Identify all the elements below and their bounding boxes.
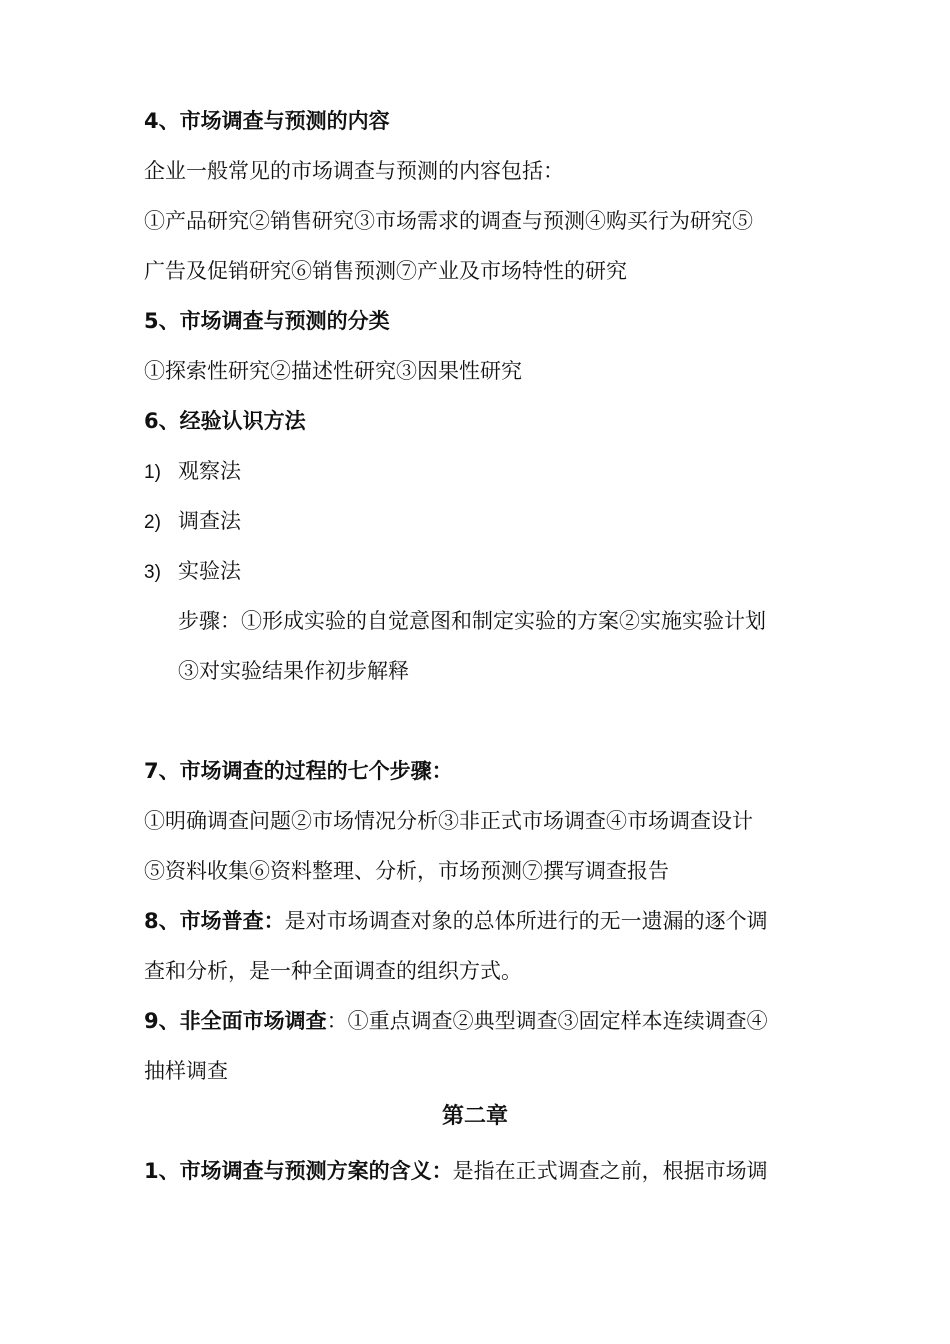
- section-8-line-1: [144, 906, 768, 936]
- section-9-list: ：①重点调查②典型调查③固定样本连续调查④: [326, 1009, 768, 1033]
- experiment-steps-line-1: 步骤：①形成实验的自觉意图和制定实验的方案②实施实验计划: [178, 609, 766, 633]
- section-5-heading: 5、市场调查与预测的分类: [144, 309, 390, 333]
- chapter-2-section-1-term: 1、市场调查与预测方案的含义：: [144, 1159, 453, 1183]
- list-item: [144, 456, 241, 488]
- section-5-line-1: ①探索性研究②描述性研究③因果性研究: [144, 359, 522, 383]
- section-8-line-2: 查和分析，是一种全面调查的组织方式。: [144, 959, 522, 983]
- section-9-line-1: [144, 1006, 768, 1036]
- chapter-2-section-1-definition: 是指在正式调查之前，根据市场调: [452, 1159, 768, 1183]
- list-item-number: 1): [144, 462, 161, 483]
- section-6-heading: 6、经验认识方法: [144, 409, 306, 433]
- list-item-text: 实验法: [178, 559, 241, 583]
- section-7-heading: 7、市场调查的过程的七个步骤：: [144, 759, 453, 783]
- section-8-term: 8、市场普查：: [144, 909, 285, 933]
- section-9-term: 9、非全面市场调查: [144, 1009, 327, 1033]
- list-item: [144, 506, 241, 538]
- experiment-steps-line-2: ③对实验结果作初步解释: [178, 659, 409, 683]
- list-item-text: 调查法: [178, 509, 241, 533]
- section-4-heading: 4、市场调查与预测的内容: [144, 109, 390, 133]
- section-7-line-2: ⑤资料收集⑥资料整理、分析，市场预测⑦撰写调查报告: [144, 859, 669, 883]
- chapter-title: 第二章: [441, 1104, 508, 1129]
- list-item-number: 3): [144, 562, 161, 583]
- chapter-2-section-1-line-1: [144, 1156, 768, 1186]
- section-4-intro: 企业一般常见的市场调查与预测的内容包括：: [144, 159, 564, 183]
- list-item-text: 观察法: [178, 459, 241, 483]
- section-9-line-2: 抽样调查: [144, 1059, 228, 1083]
- list-item-number: 2): [144, 512, 161, 533]
- section-8-definition: 是对市场调查对象的总体所进行的无一遗漏的逐个调: [284, 909, 768, 933]
- section-4-line-1: ①产品研究②销售研究③市场需求的调查与预测④购买行为研究⑤: [144, 209, 753, 233]
- section-7-line-1: ①明确调查问题②市场情况分析③非正式市场调查④市场调查设计: [144, 809, 753, 833]
- section-4-line-2: 广告及促销研究⑥销售预测⑦产业及市场特性的研究: [144, 259, 627, 283]
- list-item: [144, 556, 241, 588]
